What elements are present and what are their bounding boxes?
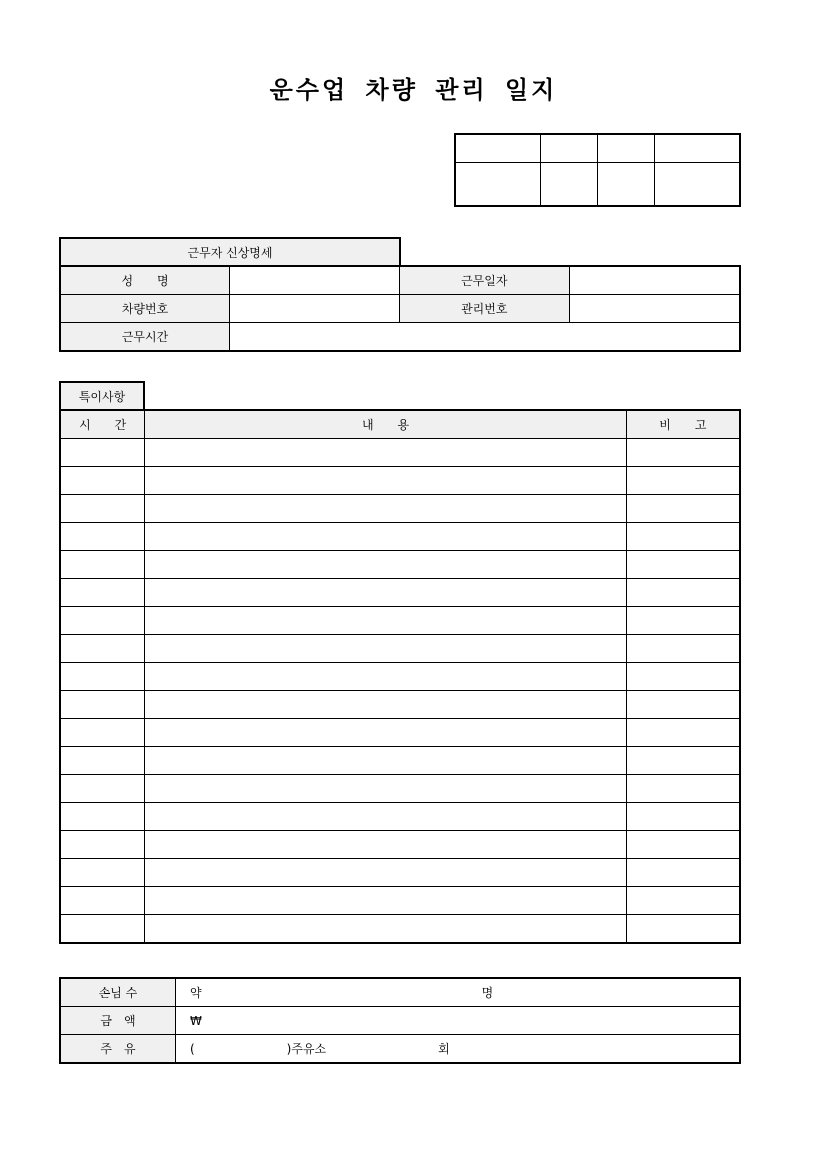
note-cell[interactable] (626, 915, 740, 944)
remark-row (60, 551, 740, 579)
content-cell[interactable] (145, 635, 626, 663)
time-cell[interactable] (60, 691, 145, 719)
summary-table (59, 977, 741, 1064)
content-cell[interactable] (145, 803, 626, 831)
amount-prefix: ₩ (189, 1013, 202, 1028)
content-cell[interactable] (145, 719, 626, 747)
column-header-time: 시 간 (60, 410, 145, 439)
passengers-unit: 명 (481, 986, 494, 1000)
time-cell[interactable] (60, 579, 145, 607)
content-cell[interactable] (145, 859, 626, 887)
remark-row (60, 495, 740, 523)
approval-header-cell[interactable] (655, 134, 741, 163)
content-cell[interactable] (145, 523, 626, 551)
content-cell[interactable] (145, 607, 626, 635)
note-cell[interactable] (626, 831, 740, 859)
remark-row (60, 775, 740, 803)
worker-info-table (59, 265, 741, 352)
remark-row (60, 747, 740, 775)
passengers-field[interactable] (175, 978, 740, 1007)
passengers-label: 손님 수 (60, 978, 175, 1007)
remark-row (60, 859, 740, 887)
note-cell[interactable] (626, 495, 740, 523)
name-field[interactable] (230, 266, 399, 295)
time-cell[interactable] (60, 803, 145, 831)
content-cell[interactable] (145, 887, 626, 915)
remark-row (60, 467, 740, 495)
remark-row (60, 663, 740, 691)
column-header-content: 내 용 (145, 410, 626, 439)
time-cell[interactable] (60, 523, 145, 551)
content-cell[interactable] (145, 439, 626, 467)
remark-row (60, 691, 740, 719)
note-cell[interactable] (626, 887, 740, 915)
passengers-prefix: 약 (189, 986, 202, 1000)
time-cell[interactable] (60, 915, 145, 944)
remark-row (60, 719, 740, 747)
note-cell[interactable] (626, 551, 740, 579)
content-cell[interactable] (145, 467, 626, 495)
note-cell[interactable] (626, 859, 740, 887)
time-cell[interactable] (60, 551, 145, 579)
work-hours-label: 근무시간 (60, 323, 230, 352)
work-date-label: 근무일자 (399, 266, 569, 295)
name-label: 성 명 (60, 266, 230, 295)
note-cell[interactable] (626, 775, 740, 803)
page-title: 운수업 차량 관리 일지 (269, 76, 558, 104)
amount-label: 금 액 (60, 1007, 175, 1035)
remark-row (60, 579, 740, 607)
remark-row (60, 803, 740, 831)
content-cell[interactable] (145, 663, 626, 691)
time-cell[interactable] (60, 663, 145, 691)
remark-row (60, 607, 740, 635)
approval-signature-cell[interactable] (598, 163, 655, 207)
content-cell[interactable] (145, 831, 626, 859)
remarks-table (59, 409, 741, 944)
work-hours-field[interactable] (230, 323, 740, 352)
content-cell[interactable] (145, 915, 626, 944)
note-cell[interactable] (626, 663, 740, 691)
content-cell[interactable] (145, 691, 626, 719)
time-cell[interactable] (60, 439, 145, 467)
content-cell[interactable] (145, 579, 626, 607)
note-cell[interactable] (626, 523, 740, 551)
time-cell[interactable] (60, 859, 145, 887)
content-cell[interactable] (145, 495, 626, 523)
note-cell[interactable] (626, 803, 740, 831)
content-cell[interactable] (145, 551, 626, 579)
approval-header-cell[interactable] (541, 134, 598, 163)
note-cell[interactable] (626, 607, 740, 635)
approval-signature-cell[interactable] (655, 163, 741, 207)
fuel-count-unit: 회 (438, 1042, 450, 1056)
work-date-field[interactable] (570, 266, 741, 295)
remark-row (60, 523, 740, 551)
time-cell[interactable] (60, 747, 145, 775)
management-number-field[interactable] (570, 295, 741, 323)
worker-section-tab: 근무자 신상명세 (59, 237, 401, 267)
time-cell[interactable] (60, 495, 145, 523)
time-cell[interactable] (60, 719, 145, 747)
note-cell[interactable] (626, 579, 740, 607)
remark-row (60, 831, 740, 859)
vehicle-number-label: 차량번호 (60, 295, 230, 323)
fuel-station: )주유소 (286, 1042, 327, 1056)
note-cell[interactable] (626, 635, 740, 663)
note-cell[interactable] (626, 747, 740, 775)
approval-signature-cell[interactable] (455, 163, 541, 207)
remark-row (60, 635, 740, 663)
vehicle-number-field[interactable] (230, 295, 399, 323)
note-cell[interactable] (626, 691, 740, 719)
content-cell[interactable] (145, 747, 626, 775)
time-cell[interactable] (60, 635, 145, 663)
time-cell[interactable] (60, 607, 145, 635)
management-number-label: 관리번호 (399, 295, 569, 323)
time-cell[interactable] (60, 775, 145, 803)
remark-row (60, 439, 740, 467)
remark-row (60, 915, 740, 944)
approval-header-cell[interactable] (455, 134, 541, 163)
amount-field[interactable] (175, 1007, 740, 1035)
note-cell[interactable] (626, 439, 740, 467)
note-cell[interactable] (626, 719, 740, 747)
column-header-note: 비 고 (626, 410, 740, 439)
content-cell[interactable] (145, 775, 626, 803)
remarks-section-tab: 특이사항 (59, 381, 145, 411)
fuel-label: 주 유 (60, 1035, 175, 1064)
approval-box (454, 133, 741, 207)
approval-header-cell[interactable] (598, 134, 655, 163)
fuel-open-paren: ( (189, 1042, 195, 1056)
remark-row (60, 887, 740, 915)
time-cell[interactable] (60, 887, 145, 915)
time-cell[interactable] (60, 467, 145, 495)
fuel-field[interactable] (175, 1035, 740, 1064)
time-cell[interactable] (60, 831, 145, 859)
note-cell[interactable] (626, 467, 740, 495)
approval-signature-cell[interactable] (541, 163, 598, 207)
